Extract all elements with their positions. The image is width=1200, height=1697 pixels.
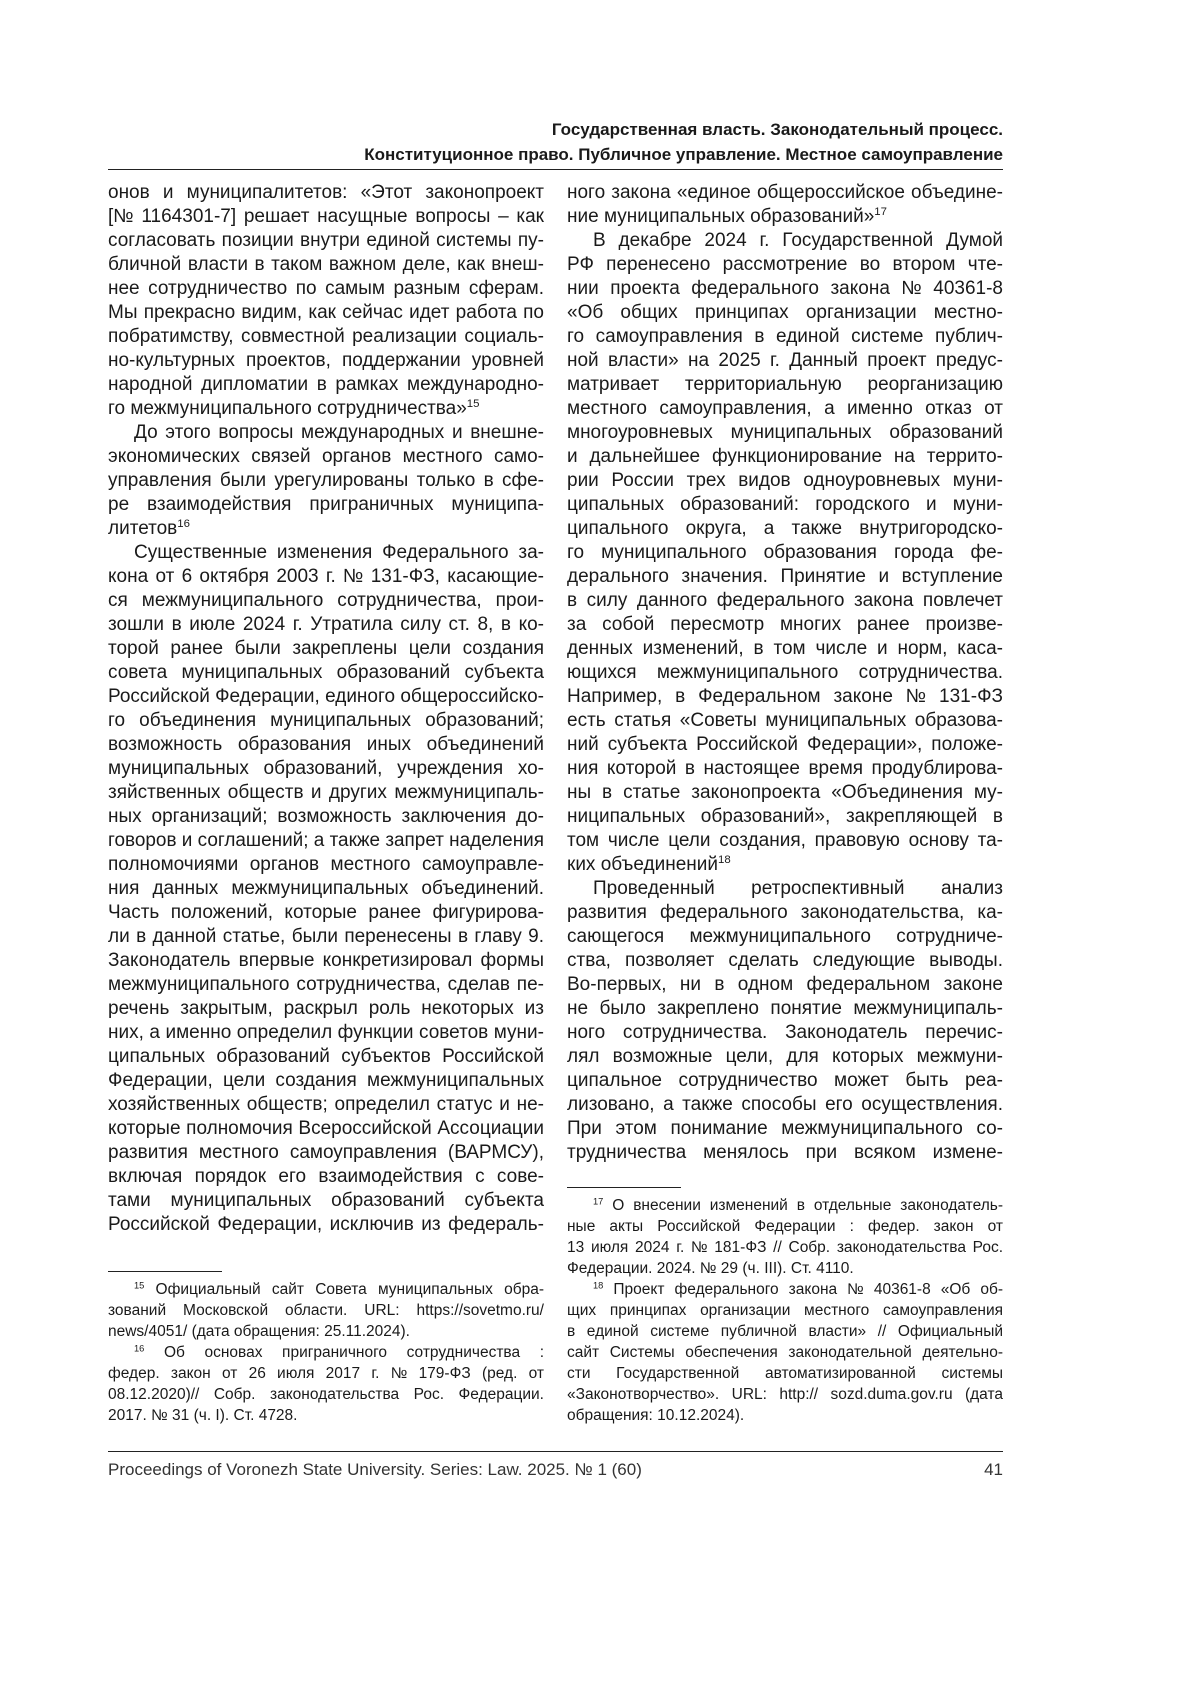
text-line (567, 1045, 1003, 1069)
text-line (108, 1141, 544, 1165)
line-text: ли в данной статье, были перенесены в главу 9. (108, 926, 544, 947)
line-text: ких объединений (567, 854, 718, 875)
text-line (108, 565, 544, 589)
text-line (567, 181, 1003, 205)
line-text: При этом понимание межмуниципального со- (567, 1118, 1003, 1139)
text-line (108, 997, 544, 1021)
line-text: О внесении изменений в отдельные законодатель- (603, 1197, 1003, 1214)
text-line (108, 1021, 544, 1045)
footnote-line (108, 1342, 544, 1363)
line-text: нее сотрудничество по самым разным сферам. (108, 278, 544, 299)
text-line (567, 925, 1003, 949)
text-line (567, 781, 1003, 805)
line-text: го муниципального образования города фе- (567, 542, 1003, 563)
line-text: ципальное сотрудничество может быть реа- (567, 1070, 1003, 1091)
text-line (108, 973, 544, 997)
text-line (567, 853, 1003, 877)
footnote-line (567, 1342, 1003, 1363)
footnote-line (567, 1384, 1003, 1405)
header-rule (108, 169, 1003, 170)
line-text: зований Московской области. URL: https://sovetmo.ru/ (108, 1302, 544, 1319)
text-line (108, 253, 544, 277)
line-text: Проект федерального закона № 40361-8 «Об об- (603, 1281, 1003, 1298)
text-line (108, 829, 544, 853)
text-line (567, 685, 1003, 709)
text-line (567, 877, 1003, 901)
line-text: го межмуниципального сотрудничества» (108, 398, 467, 419)
line-text: онов и муниципалитетов: «Этот законопроект (108, 182, 544, 203)
text-line (108, 1213, 544, 1237)
line-text: До этого вопросы международных и внешне- (134, 422, 544, 443)
line-text: включая порядок его взаимодействия с сове- (108, 1166, 544, 1187)
text-line (567, 1141, 1003, 1165)
line-text: в силу данного федерального закона повлечет (567, 590, 1003, 611)
text-line (567, 613, 1003, 637)
text-line (108, 325, 544, 349)
line-text: согласовать позиции внутри единой системы пу- (108, 230, 544, 251)
line-text: в единой системе публичной власти» // Официальный (567, 1323, 1003, 1340)
footnote-number: 16 (134, 1343, 144, 1353)
right-footnotes (567, 1195, 1003, 1426)
line-text: Российской Федерации, единого общероссийско- (108, 686, 544, 707)
line-text: народной дипломатии в рамках международно- (108, 374, 544, 395)
running-header-line-1: Государственная власть. Законодательный процесс. (552, 120, 1003, 140)
text-line (567, 517, 1003, 541)
line-text: управления были урегулированы только в сфе- (108, 470, 544, 491)
footnote-line (567, 1195, 1003, 1216)
text-line (108, 805, 544, 829)
text-line (108, 1093, 544, 1117)
line-text: 13 июля 2024 г. № 181-ФЗ // Собр. законодательства Рос. (567, 1239, 1003, 1256)
text-line (108, 1045, 544, 1069)
text-line (108, 301, 544, 325)
line-text: местного самоуправления, а именно отказ от (567, 398, 1003, 419)
line-text: Официальный сайт Совета муниципальных обра- (144, 1281, 544, 1298)
footnote-line (567, 1216, 1003, 1237)
right-text-column (567, 181, 1003, 1165)
footnote-line (567, 1321, 1003, 1342)
text-line (567, 1093, 1003, 1117)
line-text: ре взаимодействия приграничных муниципа- (108, 494, 544, 515)
line-text: Проведенный ретроспективный анализ (593, 878, 1003, 899)
line-text: торой ранее были закреплены цели создания (108, 638, 544, 659)
text-line (108, 733, 544, 757)
line-text: побратимству, совместной реализации социаль- (108, 326, 544, 347)
text-line (567, 1021, 1003, 1045)
footnote-separator-left (108, 1271, 222, 1272)
text-line (108, 541, 544, 565)
line-text: Об основах приграничного сотрудничества : (144, 1344, 544, 1361)
line-text: ния которой в настоящее время продублирова- (567, 758, 1003, 779)
text-line (108, 613, 544, 637)
line-text: обращения: 10.12.2024). (567, 1407, 744, 1424)
line-text: развития местного самоуправления (ВАРМСУ), (108, 1142, 544, 1163)
left-text-column (108, 181, 544, 1237)
line-text: лял возможные цели, для которых межмуни- (567, 1046, 1003, 1067)
text-line (108, 757, 544, 781)
text-line (567, 493, 1003, 517)
text-line (567, 997, 1003, 1021)
text-line (108, 397, 544, 421)
footnote-ref: 15 (467, 398, 480, 410)
text-line (567, 421, 1003, 445)
footnote-ref: 16 (177, 518, 190, 530)
text-line (108, 1189, 544, 1213)
text-line (108, 469, 544, 493)
footer-rule (108, 1451, 1003, 1452)
footnote-line (567, 1405, 1003, 1426)
line-text: ства, позволяет сделать следующие выводы. (567, 950, 1003, 971)
text-line (567, 469, 1003, 493)
text-line (567, 973, 1003, 997)
text-line (567, 1117, 1003, 1141)
line-text: полномочиями органов местного самоуправле- (108, 854, 544, 875)
line-text: не было закреплено понятие межмуниципаль- (567, 998, 1003, 1019)
line-text: Федерации, цели создания межмуниципальных (108, 1070, 544, 1091)
line-text: дерального значения. Принятие и вступление (567, 566, 1003, 587)
text-line (108, 517, 544, 541)
line-text: «Об общих принципах организации местно- (567, 302, 1003, 323)
text-line (567, 325, 1003, 349)
footnote-line (108, 1279, 544, 1300)
line-text: Существенные изменения Федерального за- (134, 542, 544, 563)
footnote-line (567, 1237, 1003, 1258)
text-line (108, 589, 544, 613)
running-header-line-2: Конституционное право. Публичное управление. Местное самоуправление (364, 145, 1003, 165)
text-line (108, 685, 544, 709)
line-text: том числе цели создания, правовую основу та- (567, 830, 1003, 851)
line-text: ципального округа, а также внутригородско- (567, 518, 1003, 539)
line-text: Во-первых, ни в одном федеральном законе (567, 974, 1003, 995)
text-line (567, 1069, 1003, 1093)
footnote-line (567, 1363, 1003, 1384)
line-text: го объединения муниципальных образований; (108, 710, 544, 731)
line-text: матривает территориальную реорганизацию (567, 374, 1003, 395)
line-text: ного сотрудничества. Законодатель перечис- (567, 1022, 1003, 1043)
text-line (567, 349, 1003, 373)
text-line (567, 301, 1003, 325)
line-text: сающегося межмуниципального сотрудниче- (567, 926, 1003, 947)
line-text: кона от 6 октября 2003 г. № 131-ФЗ, касающие- (108, 566, 544, 587)
line-text: совета муниципальных образований субъекта (108, 662, 544, 683)
text-line (567, 901, 1003, 925)
footnote-line (108, 1300, 544, 1321)
line-text: муниципальных образований, учреждения хо- (108, 758, 544, 779)
text-line (567, 949, 1003, 973)
line-text: РФ перенесено рассмотрение во втором чте- (567, 254, 1003, 275)
text-line (567, 733, 1003, 757)
text-line (108, 277, 544, 301)
line-text: ющихся межмуниципального сотрудничества. (567, 662, 1003, 683)
line-text: ся межмуниципального сотрудничества, прои- (108, 590, 544, 611)
line-text: Законодатель впервые конкретизировал формы (108, 950, 544, 971)
text-line (567, 565, 1003, 589)
footnote-line (108, 1384, 544, 1405)
text-line (567, 373, 1003, 397)
left-footnotes (108, 1279, 544, 1426)
text-line (108, 445, 544, 469)
line-text: ния данных межмуниципальных объединений. (108, 878, 544, 899)
line-text: нии проекта федерального закона № 40361-8 (567, 278, 1003, 299)
footnote-number: 15 (134, 1280, 144, 1290)
footnote-separator-right (567, 1187, 681, 1188)
line-text: 2017. № 31 (ч. I). Ст. 4728. (108, 1407, 297, 1424)
text-line (567, 205, 1003, 229)
line-text: хозяйственных обществ; определил статус и не- (108, 1094, 544, 1115)
line-text: 08.12.2020)// Собр. законодательства Рос. Федерации. (108, 1386, 544, 1403)
text-line (108, 373, 544, 397)
text-line (108, 421, 544, 445)
text-line (567, 445, 1003, 469)
line-text: межмуниципального сотрудничества, сделав пе- (108, 974, 544, 995)
footnote-number: 18 (593, 1280, 603, 1290)
line-text: литетов (108, 518, 177, 539)
text-line (567, 805, 1003, 829)
text-line (567, 757, 1003, 781)
text-line (108, 949, 544, 973)
footnote-number: 17 (593, 1196, 603, 1206)
footnote-line (108, 1405, 544, 1426)
journal-footer: Proceedings of Voronezh State University. Series: Law. 2025. № 1 (60) (108, 1460, 642, 1480)
line-text: Федерации. 2024. № 29 (ч. III). Ст. 4110. (567, 1260, 854, 1277)
line-text: тами муниципальных образований субъекта (108, 1190, 544, 1211)
line-text: ний субъекта Российской Федерации», положе- (567, 734, 1003, 755)
line-text: за собой пересмотр многих ранее произве- (567, 614, 1003, 635)
text-line (567, 253, 1003, 277)
text-line (567, 709, 1003, 733)
text-line (108, 493, 544, 517)
line-text: «Законотворчество». URL: http:// sozd.duma.gov.ru (дата (567, 1386, 1003, 1403)
text-line (108, 661, 544, 685)
line-text: Российской Федерации, исключив из федераль- (108, 1214, 544, 1235)
line-text: ные акты Российской Федерации : федер. закон от (567, 1218, 1003, 1235)
line-text: Часть положений, которые ранее фигурирова- (108, 902, 544, 923)
text-line (108, 925, 544, 949)
footnote-line (108, 1363, 544, 1384)
line-text: трудничества менялось при всяком измене- (567, 1142, 1003, 1163)
text-line (567, 541, 1003, 565)
text-line (108, 877, 544, 901)
text-line (108, 1165, 544, 1189)
line-text: Например, в Федеральном законе № 131-ФЗ (567, 686, 1003, 707)
line-text: зошли в июле 2024 г. Утратила силу ст. 8, в ко- (108, 614, 544, 635)
text-line (108, 229, 544, 253)
line-text: развития федерального законодательства, ка- (567, 902, 1003, 923)
text-line (108, 853, 544, 877)
line-text: ны в статье законопроекта «Объединения му- (567, 782, 1003, 803)
text-line (567, 397, 1003, 421)
line-text: но-культурных проектов, поддержании уровней (108, 350, 544, 371)
footnote-ref: 18 (718, 854, 731, 866)
text-line (108, 709, 544, 733)
text-line (567, 229, 1003, 253)
line-text: го самоуправления в единой системе публич- (567, 326, 1003, 347)
line-text: них, а именно определил функции советов муни- (108, 1022, 544, 1043)
line-text: [№ 1164301-7] решает насущные вопросы – как (108, 206, 544, 227)
line-text: ных организаций; возможность заключения до- (108, 806, 544, 827)
line-text: есть статья «Советы муниципальных образова- (567, 710, 1003, 731)
line-text: денных изменений, в том числе и норм, каса- (567, 638, 1003, 659)
text-line (108, 205, 544, 229)
footnote-line (567, 1300, 1003, 1321)
text-line (567, 829, 1003, 853)
footnote-ref: 17 (874, 206, 887, 218)
text-line (108, 781, 544, 805)
text-line (567, 589, 1003, 613)
line-text: бличной власти в таком важном деле, как внеш- (108, 254, 544, 275)
line-text: зяйственных обществ и других межмуниципаль- (108, 782, 544, 803)
line-text: щих принципах организации местного самоуправления (567, 1302, 1003, 1319)
line-text: В декабре 2024 г. Государственной Думой (593, 230, 1003, 251)
line-text: и дальнейшее функционирование на террито- (567, 446, 1003, 467)
footnote-line (567, 1258, 1003, 1279)
line-text: Мы прекрасно видим, как сейчас идет работа по (108, 302, 544, 323)
text-line (108, 1117, 544, 1141)
text-line (108, 637, 544, 661)
line-text: говоров и соглашений; а также запрет наделения (108, 830, 544, 851)
text-line (567, 637, 1003, 661)
line-text: многоуровневых муниципальных образований (567, 422, 1003, 443)
line-text: которые полномочия Всероссийской Ассоциации (108, 1118, 544, 1139)
line-text: news/4051/ (дата обращения: 25.11.2024). (108, 1323, 410, 1340)
line-text: ного закона «единое общероссийское объедине- (567, 182, 1003, 203)
text-line (108, 181, 544, 205)
line-text: сти Государственной автоматизированной системы (567, 1365, 1003, 1382)
text-line (567, 277, 1003, 301)
text-line (567, 661, 1003, 685)
line-text: ние муниципальных образований» (567, 206, 874, 227)
text-line (108, 349, 544, 373)
footnote-line (567, 1279, 1003, 1300)
line-text: речень закрытым, раскрыл роль некоторых из (108, 998, 544, 1019)
line-text: рии России трех видов одноуровневых муни- (567, 470, 1003, 491)
line-text: ниципальных образований», закрепляющей в (567, 806, 1003, 827)
line-text: федер. закон от 26 июля 2017 г. № 179-ФЗ (ред. от (108, 1365, 544, 1382)
line-text: сайт Системы обеспечения законодательной деятельно- (567, 1344, 1003, 1361)
line-text: ципальных образований: городского и муни- (567, 494, 1003, 515)
line-text: экономических связей органов местного само- (108, 446, 544, 467)
line-text: лизовано, а также способы его осуществления. (567, 1094, 1003, 1115)
text-line (108, 901, 544, 925)
line-text: возможность образования иных объединений (108, 734, 544, 755)
page-number: 41 (984, 1460, 1003, 1480)
line-text: ной власти» на 2025 г. Данный проект предус- (567, 350, 1003, 371)
line-text: ципальных образований субъектов Российской (108, 1046, 544, 1067)
text-line (108, 1069, 544, 1093)
footnote-line (108, 1321, 544, 1342)
